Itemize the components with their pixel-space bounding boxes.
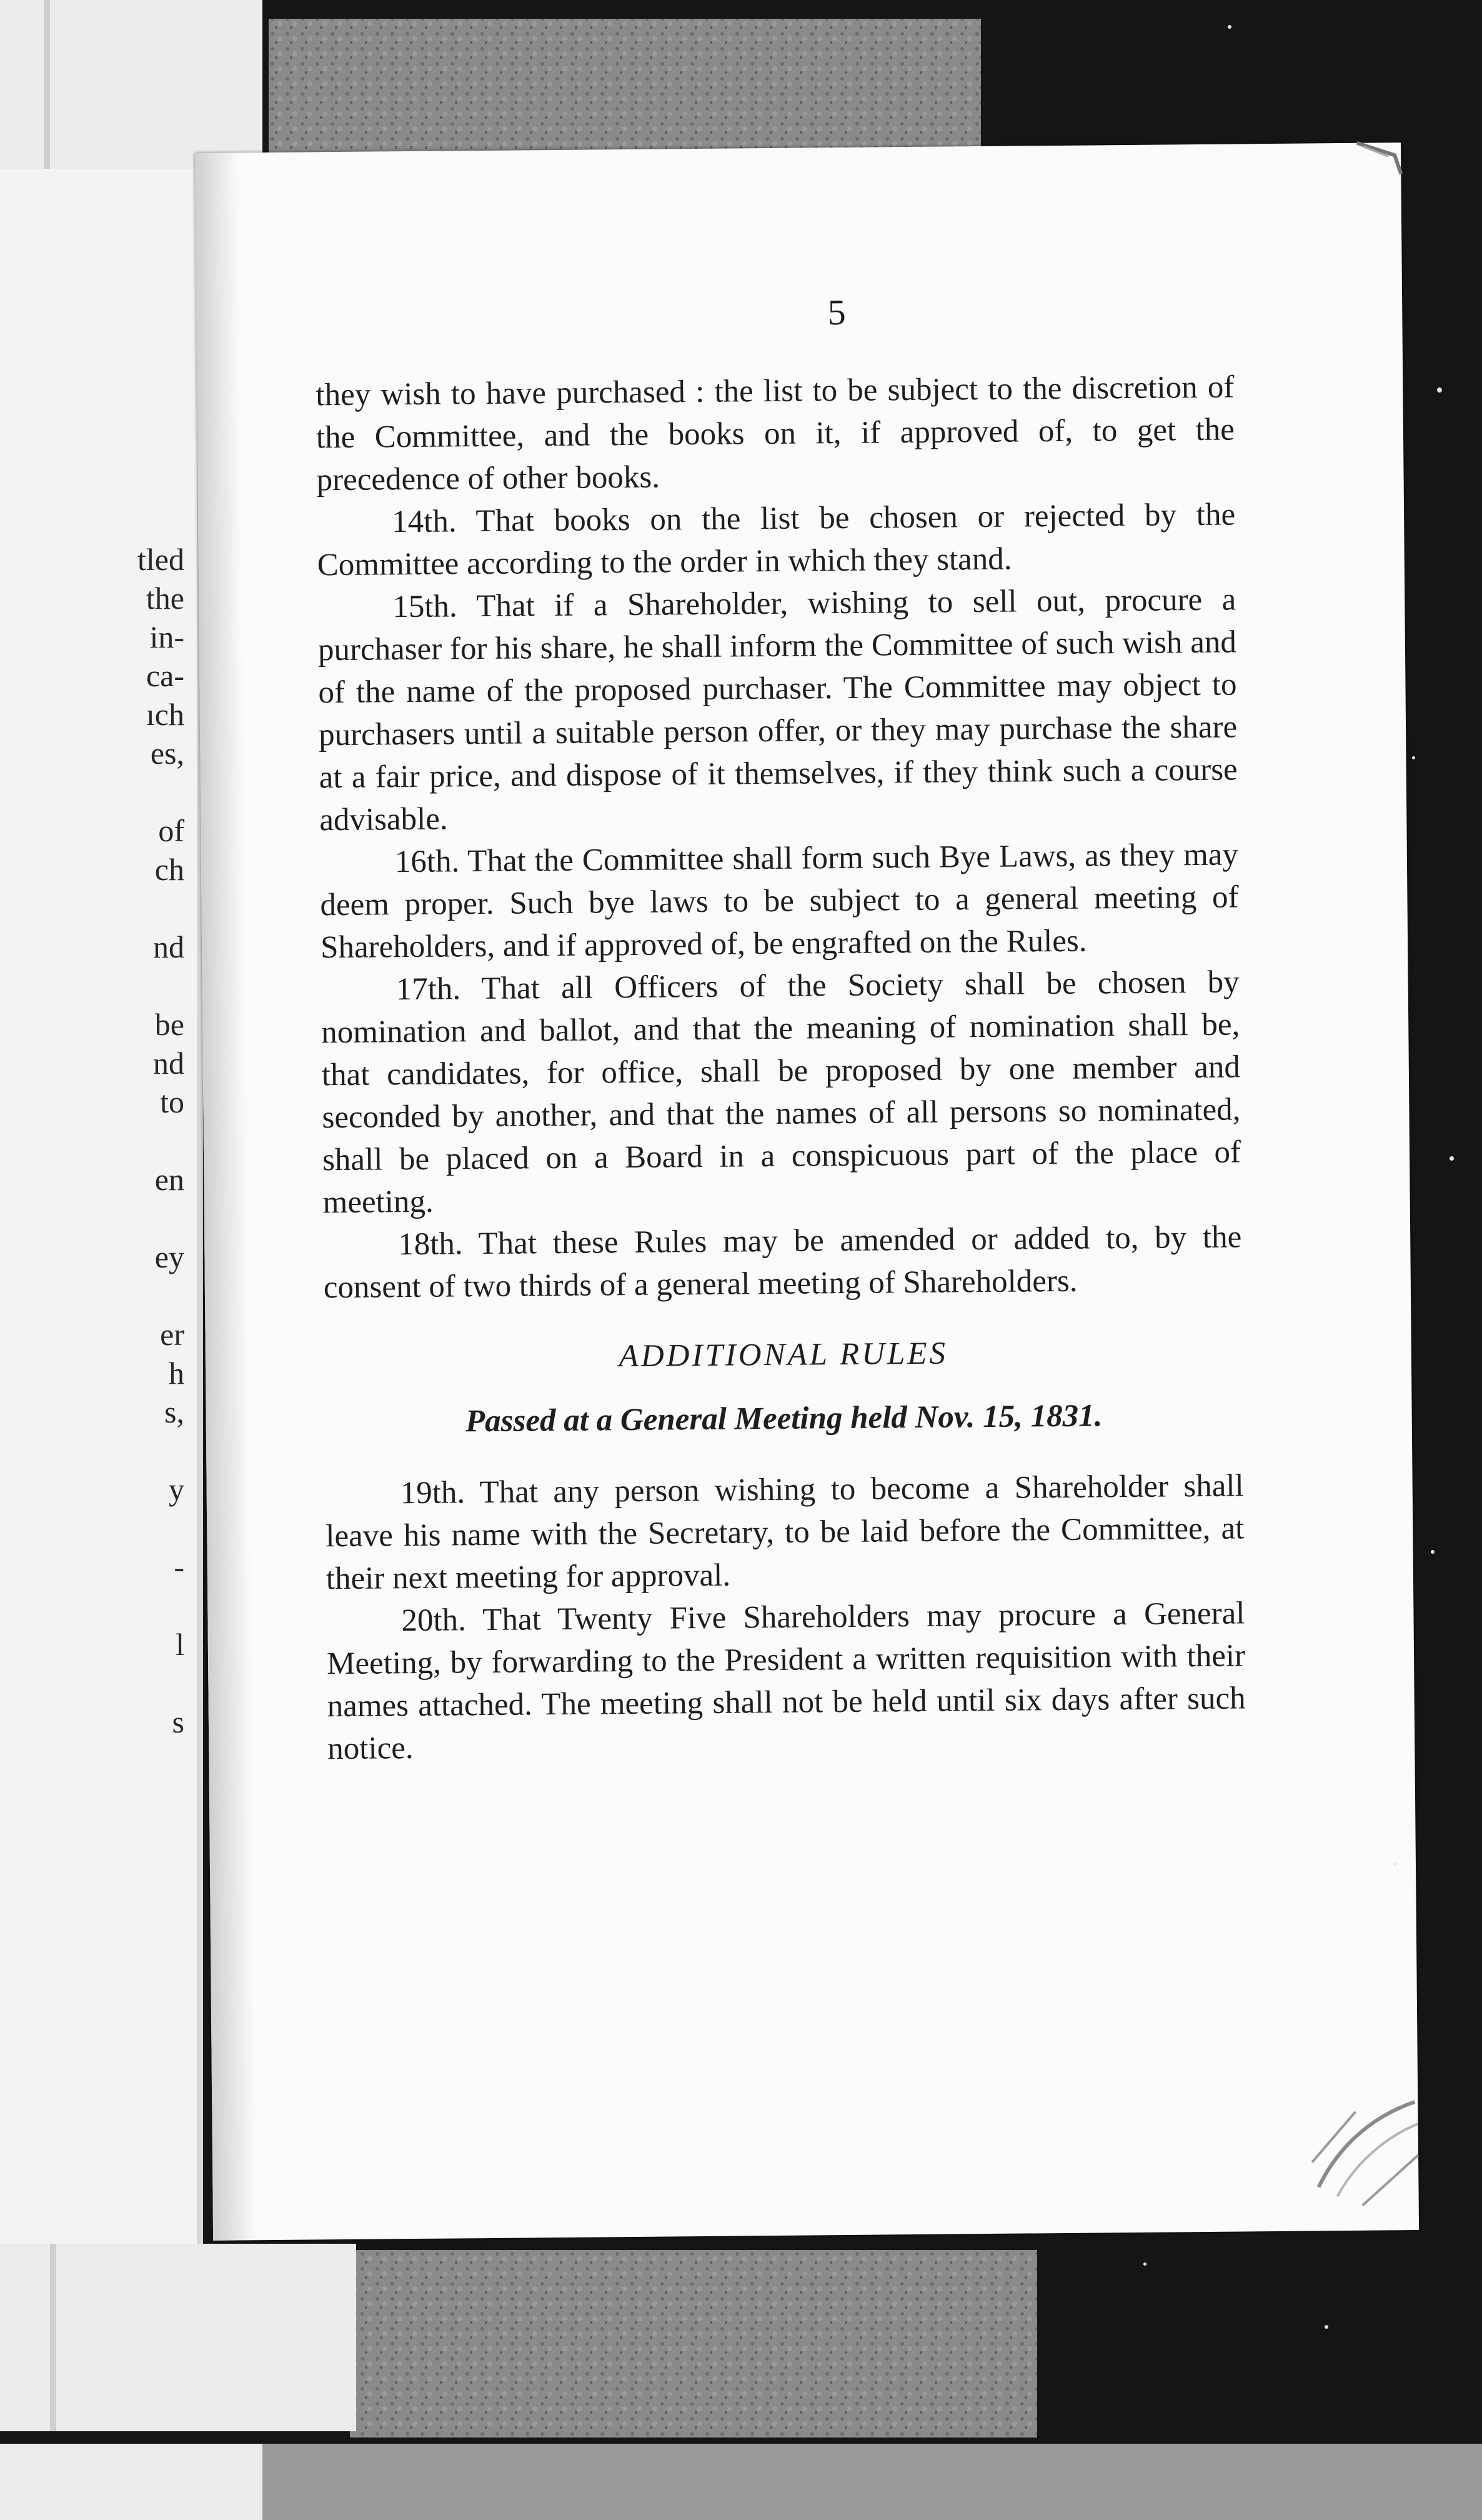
rule-19: 19th. That any person wishing to become a Shareholder shall leave his name with the Secretary, to be laid before the Committee, at their next meeting for approval. [326, 1468, 1245, 1597]
rule-17: 17th. That all Officers of the Society shall be chosen by nomination and ballot, and that the meaning of nomination shall be, that candidates, for office, shall be proposed by one member and seconded by another, and that the names of all persons so nominated, shall be placed on a Board in a conspicuous part of the place of meeting. [321, 964, 1241, 1221]
rule-14: 14th. That books on the list be chosen or rejected by the Committee according to the order in which they stand. [317, 497, 1236, 583]
rule-16: 16th. That the Committee shall form such Bye Laws, as they may deem proper. Such bye laws to be subject to a general meeting of Shareholders, and if approved of, be engrafted on the Rules. [320, 837, 1239, 966]
left-page-fragment: en [154, 1162, 184, 1197]
section-heading: ADDITIONAL RULES [619, 1336, 948, 1374]
rule-15: 15th. That if a Shareholder, wishing to sell out, procure a purchaser for his share, he shall inform the Committee of such wish and of the name of the proposed purchaser. The Committee may object to purchasers until a suitable person offer, or they may purchase the share at a fair price, and dispose of it themselves, if they think such a course advisable. [317, 582, 1238, 838]
left-page [0, 169, 203, 2244]
left-page-fragment: s [172, 1704, 184, 1739]
left-page-fragment: tled [137, 542, 184, 577]
rule-18: 18th. That these Rules may be amended or added to, by the consent of two thirds of a general meeting of Shareholders. [323, 1219, 1242, 1306]
left-page-fragment: es, [150, 736, 184, 771]
page-number: 5 [827, 291, 847, 333]
dust-speck [1228, 25, 1231, 29]
left-page-fragment: in- [149, 619, 184, 654]
left-page-fragment: ch [154, 852, 184, 887]
dust-speck [1393, 1862, 1396, 1866]
left-page-fragment: - [174, 1549, 184, 1584]
left-page-fragment: be [154, 1007, 184, 1042]
left-page-fragment: er [160, 1317, 184, 1352]
left-page-fragment: l [176, 1627, 184, 1662]
top-corner-crease [1351, 136, 1408, 187]
dust-speck [1437, 388, 1442, 392]
left-page-fragment: s, [164, 1394, 184, 1429]
dust-speck [1325, 2325, 1328, 2329]
left-page-fragment: to [160, 1084, 184, 1119]
left-page-fragment: y [169, 1472, 184, 1507]
page-body [316, 366, 1246, 1771]
dust-speck [1412, 756, 1415, 759]
bottom-corner-crease [1299, 2086, 1425, 2212]
dust-speck [1431, 1550, 1435, 1554]
left-page-fragment: the [146, 581, 184, 616]
paragraph-continuation: they wish to have purchased : the list to be subject to the discretion of the Committee, and the books on it, if approved of, to get the precedence of other books. [316, 369, 1235, 498]
left-page-fragment: ey [154, 1239, 184, 1274]
left-page-fragment: ca- [146, 658, 184, 693]
left-page-fragment: nd [153, 929, 184, 964]
left-page-fragment: ıch [146, 697, 184, 732]
dust-speck [1450, 1156, 1454, 1161]
rule-20: 20th. That Twenty Five Shareholders may procure a General Meeting, by forwarding to the President a written requisition with their names attached. The meeting shall not be held until six days after such notice. [326, 1596, 1246, 1767]
left-page-fragment: nd [153, 1046, 184, 1081]
dust-speck [1143, 2262, 1146, 2266]
section-subheading: Passed at a General Meeting held Nov. 15, 1831. [465, 1398, 1103, 1439]
left-page-fragment: of [158, 813, 184, 848]
left-page-fragment: h [169, 1356, 184, 1391]
document-page [195, 142, 1419, 2241]
